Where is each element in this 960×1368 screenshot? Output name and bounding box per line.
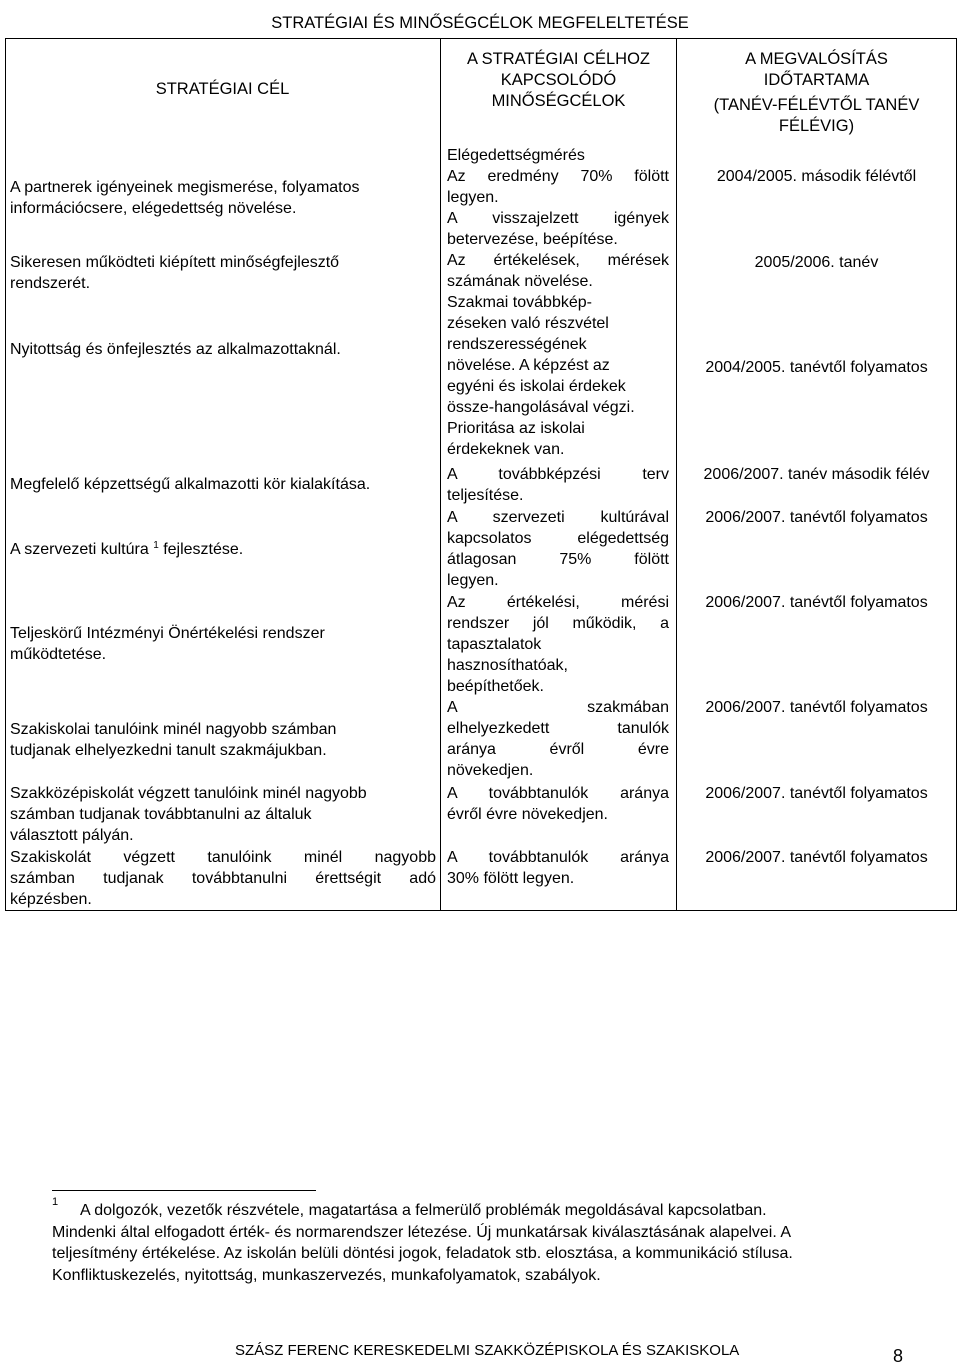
header-duration-line: FÉLÉVIG) [778,117,855,135]
strategic-goal-4 [10,474,438,495]
header-duration [677,49,956,137]
quality-goal-line: Az eredmény 70% fölött [447,168,669,185]
strategic-goal-line: információcsere, elégedettség növelése. [10,200,297,217]
strategic-goal-2 [10,252,438,294]
page-number: 8 [893,1346,904,1366]
quality-goal-line: zéseken való részvétel [447,315,609,332]
quality-goal-5 [447,507,669,591]
quality-goal-line: növekedjen. [447,762,534,779]
quality-goal-line: A továbbképzési terv [447,466,669,483]
header-duration-line: A MEGVALÓSÍTÁS [745,50,888,68]
duration-9: 2006/2007. tanévtől folyamatos [705,849,928,866]
header-strategic-goal: STRATÉGIAI CÉL [155,80,290,98]
quality-goal-line: rendszerességének [447,336,587,353]
duration-6: 2006/2007. tanévtől folyamatos [705,594,928,611]
quality-goal-line: elhelyezkedett tanulók [447,720,669,737]
header-duration-line: (TANÉV-FÉLÉVTŐL TANÉV [713,96,920,114]
strategic-goal-8 [10,783,438,846]
strategic-goal-line: Szakközépiskolát végzett tanulóink minél nagyobb [10,785,367,802]
duration-2: 2005/2006. tanév [754,254,879,271]
quality-goal-line: hasznosíthatóak, [447,657,568,674]
strategic-goal-1 [10,177,438,219]
quality-goal-line: Az értékelések, mérések [447,252,669,269]
strategic-goal-line: fejlesztése. [163,541,244,558]
strategic-goal-line: Sikeresen működteti kiépített minőségfejlesztő [10,254,340,271]
quality-goal-2 [447,250,669,292]
footnote-text [52,1200,922,1286]
strategic-goal-line: Teljeskörű Intézményi Önértékelési rendszer [10,625,325,642]
footnote-line: Konfliktuskezelés, nyitottság, munkaszervezés, munkafolyamatok, szabályok. [52,1266,601,1284]
footnote-separator [52,1190,316,1191]
quality-goal-line: számának növelése. [447,273,593,290]
strategic-goal-7 [10,719,438,761]
quality-goal-7 [447,697,669,781]
quality-goal-line: A szakmában [447,699,669,716]
footnote-line: A dolgozók, vezetők részvétele, magatartása a felmerülő problémák megoldásával kapcsolatban. [80,1202,767,1219]
quality-goal-line: A szervezeti kultúrával [447,509,669,526]
header-quality-goals-line: KAPCSOLÓDÓ [500,71,617,89]
strategic-goal-line: számban tudjanak továbbtanulni érettségit adó [10,870,436,887]
quality-goal-line: beépíthetőek. [447,678,544,695]
quality-goal-line: egyéni és iskolai érdekek [447,378,626,395]
quality-goal-line: rendszer jól működik, a [447,615,669,632]
table-border-top [5,38,957,39]
header-quality-goals-line: MINŐSÉGCÉLOK [491,92,626,110]
footnote-line: Mindenki által elfogadott érték- és normarendszer létezése. Új munkatársak kiválasztásának alapelvei. A [52,1223,792,1241]
strategic-goal-line: képzésben. [10,891,92,908]
header-duration-line: IDŐTARTAMA [763,71,870,89]
duration-8: 2006/2007. tanévtől folyamatos [705,785,928,802]
quality-goal-line: betervezése, beépítése. [447,231,618,248]
quality-goal-line: érdekeknek van. [447,441,565,458]
table-border-left [5,38,6,911]
quality-goal-line: össze-hangolásával végzi. [447,399,635,416]
table-border-bottom [5,910,957,911]
quality-goal-line: Szakmai továbbkép- [447,294,592,311]
table-border-right [956,38,957,911]
quality-goal-line: Az értékelési, mérési [447,594,669,611]
quality-goal-line: A visszajelzett igények [447,210,669,227]
quality-goal-line: legyen. [447,189,499,206]
duration-5: 2006/2007. tanévtől folyamatos [705,509,928,526]
header-quality-goals [441,49,676,112]
strategic-goal-5 [10,539,438,560]
quality-goal-line: tapasztalatok [447,636,542,653]
strategic-goal-line: tudjanak elhelyezkedni tanult szakmájukban. [10,742,327,759]
strategic-goal-3 [10,339,438,360]
footer-school-name: SZÁSZ FERENC KERESKEDELMI SZAKKÖZÉPISKOLA ÉS SZAKISKOLA [235,1342,740,1359]
quality-goal-1 [447,145,669,250]
column-divider-1 [440,38,441,911]
quality-goal-4 [447,464,669,506]
footnote-reference: 1 [153,540,159,551]
strategic-goal-6 [10,623,438,665]
footnote-marker: 1 [52,1196,59,1208]
quality-goal-line: Elégedettségmérés [447,147,585,164]
quality-goal-line: növelése. A képzést az [447,357,610,374]
strategic-goal-line: A partnerek igényeinek megismerése, folyamatos [10,179,360,196]
quality-goal-line: 30% fölött legyen. [447,870,575,887]
strategic-goal-line: működtetése. [10,646,107,663]
strategic-goal-line: Szakiskolai tanulóink minél nagyobb számban [10,721,337,738]
quality-goal-line: Prioritása az iskolai [447,420,585,437]
quality-goal-3 [447,292,669,460]
strategic-goal-line: választott pályán. [10,827,134,844]
strategic-goal-line: Megfelelő képzettségű alkalmazotti kör kialakítása. [10,476,371,493]
duration-1: 2004/2005. második félévtől [716,168,917,185]
quality-goal-line: évről évre növekedjen. [447,806,608,823]
quality-goal-line: aránya évről évre [447,741,669,758]
quality-goal-line: átlagosan 75% fölött [447,551,669,568]
duration-7: 2006/2007. tanévtől folyamatos [705,699,928,716]
quality-goal-line: kapcsolatos elégedettség [447,530,669,547]
strategic-goal-line: rendszerét. [10,275,91,292]
strategic-goal-9 [10,847,436,910]
quality-goal-line: A továbbtanulók aránya [447,785,669,802]
strategic-goal-line: számban tudjanak továbbtanulni az általuk [10,806,312,823]
table-title: STRATÉGIAI ÉS MINŐSÉGCÉLOK MEGFELELTETÉSE [271,14,689,32]
quality-goal-8 [447,783,669,825]
strategic-goal-line: Nyitottság és önfejlesztés az alkalmazottaknál. [10,341,341,358]
footnote-line: teljesítmény értékelése. Az iskolán belüli döntési jogok, feladatok stb. elosztása, a kommunikáció stílusa. [52,1245,793,1262]
quality-goal-line: A továbbtanulók aránya [447,849,669,866]
quality-goal-line: legyen. [447,572,499,589]
duration-3: 2004/2005. tanévtől folyamatos [705,359,928,376]
strategic-goal-line: A szervezeti kultúra [10,541,149,558]
quality-goal-6 [447,592,669,697]
duration-4: 2006/2007. tanév második félév [703,466,930,483]
quality-goal-line: teljesítése. [447,487,524,504]
strategic-goal-line: Szakiskolát végzett tanulóink minél nagyobb [10,849,436,866]
quality-goal-9 [447,847,669,889]
header-quality-goals-line: A STRATÉGIAI CÉLHOZ [466,50,651,68]
